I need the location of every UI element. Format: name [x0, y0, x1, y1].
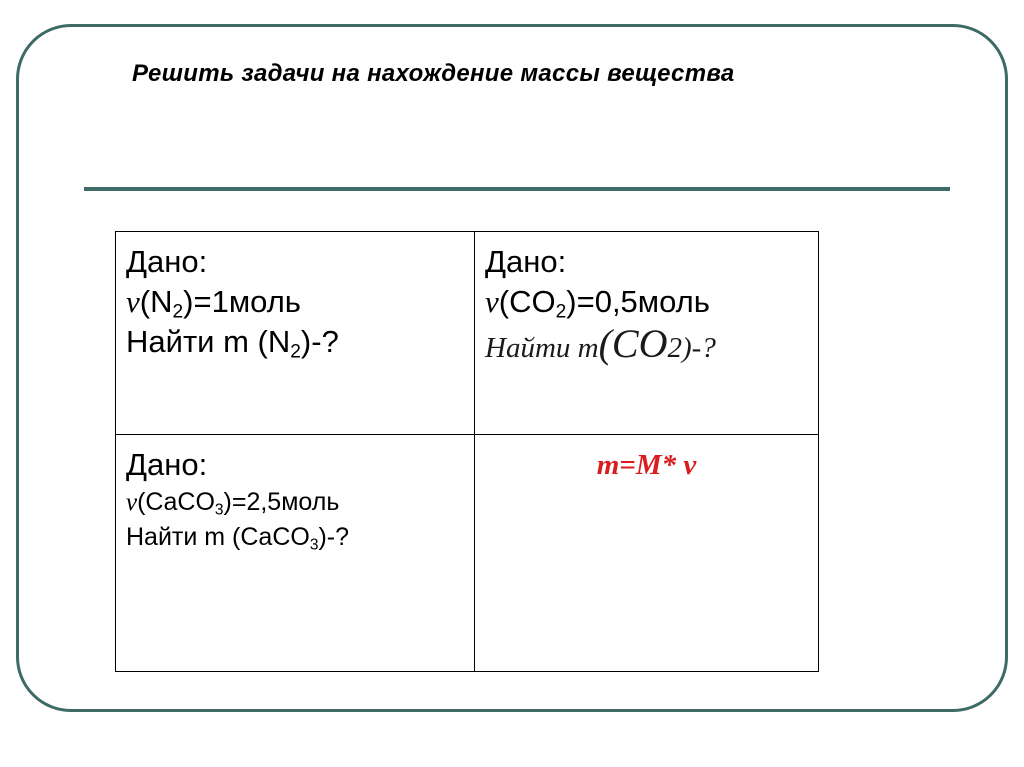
- formula-subscript: 3: [214, 501, 224, 519]
- slide-title: Решить задачи на нахождение массы вещества: [132, 60, 735, 87]
- table-row: [116, 232, 819, 435]
- formula-part: )=1моль: [183, 284, 301, 319]
- task-3-given-value: [126, 485, 464, 520]
- find-prefix: Найти: [126, 324, 224, 359]
- find-part: 2)-?: [667, 332, 716, 364]
- find-part: (N: [248, 324, 291, 359]
- find-part: )-?: [318, 523, 350, 551]
- find-part: )-?: [300, 324, 339, 359]
- formula-part: )=2,5моль: [223, 488, 340, 516]
- task-1-find: [126, 322, 464, 362]
- task-2-cell: [475, 232, 819, 435]
- title-divider: [84, 187, 950, 191]
- table-row: [116, 435, 819, 672]
- task-2-find: [485, 322, 808, 370]
- formula-subscript: 2: [555, 301, 567, 323]
- task-2-given-value: [485, 282, 808, 322]
- task-3-cell: [116, 435, 475, 672]
- find-formula: CO: [611, 321, 668, 366]
- formula-subscript: 2: [172, 301, 184, 323]
- find-paren: (: [598, 321, 612, 366]
- task-3-given-label: Дано:: [126, 447, 208, 482]
- formula-part: )=0,5моль: [566, 284, 710, 319]
- formula-part: (CaCO: [137, 488, 215, 516]
- find-prefix: Найти m (CaCO: [126, 523, 310, 551]
- tasks-table: [115, 231, 819, 672]
- nu-symbol: v: [126, 284, 140, 319]
- task-1-given-label: Дано:: [126, 244, 208, 279]
- find-m: m: [223, 324, 249, 359]
- mass-formula: m=M* v: [596, 449, 697, 481]
- task-2-given-label: Дано:: [485, 244, 567, 279]
- formula-part: (CO: [498, 284, 556, 319]
- find-prefix: Найти m: [485, 332, 599, 364]
- task-1-given-value: [126, 282, 464, 322]
- formula-part: (N: [139, 284, 173, 319]
- find-subscript: 2: [290, 341, 301, 363]
- nu-symbol: v: [126, 489, 138, 516]
- formula-cell: [475, 435, 819, 672]
- task-3-find: [126, 520, 464, 554]
- task-1-cell: [116, 232, 475, 435]
- nu-symbol: v: [485, 284, 499, 319]
- find-subscript: 3: [309, 536, 319, 554]
